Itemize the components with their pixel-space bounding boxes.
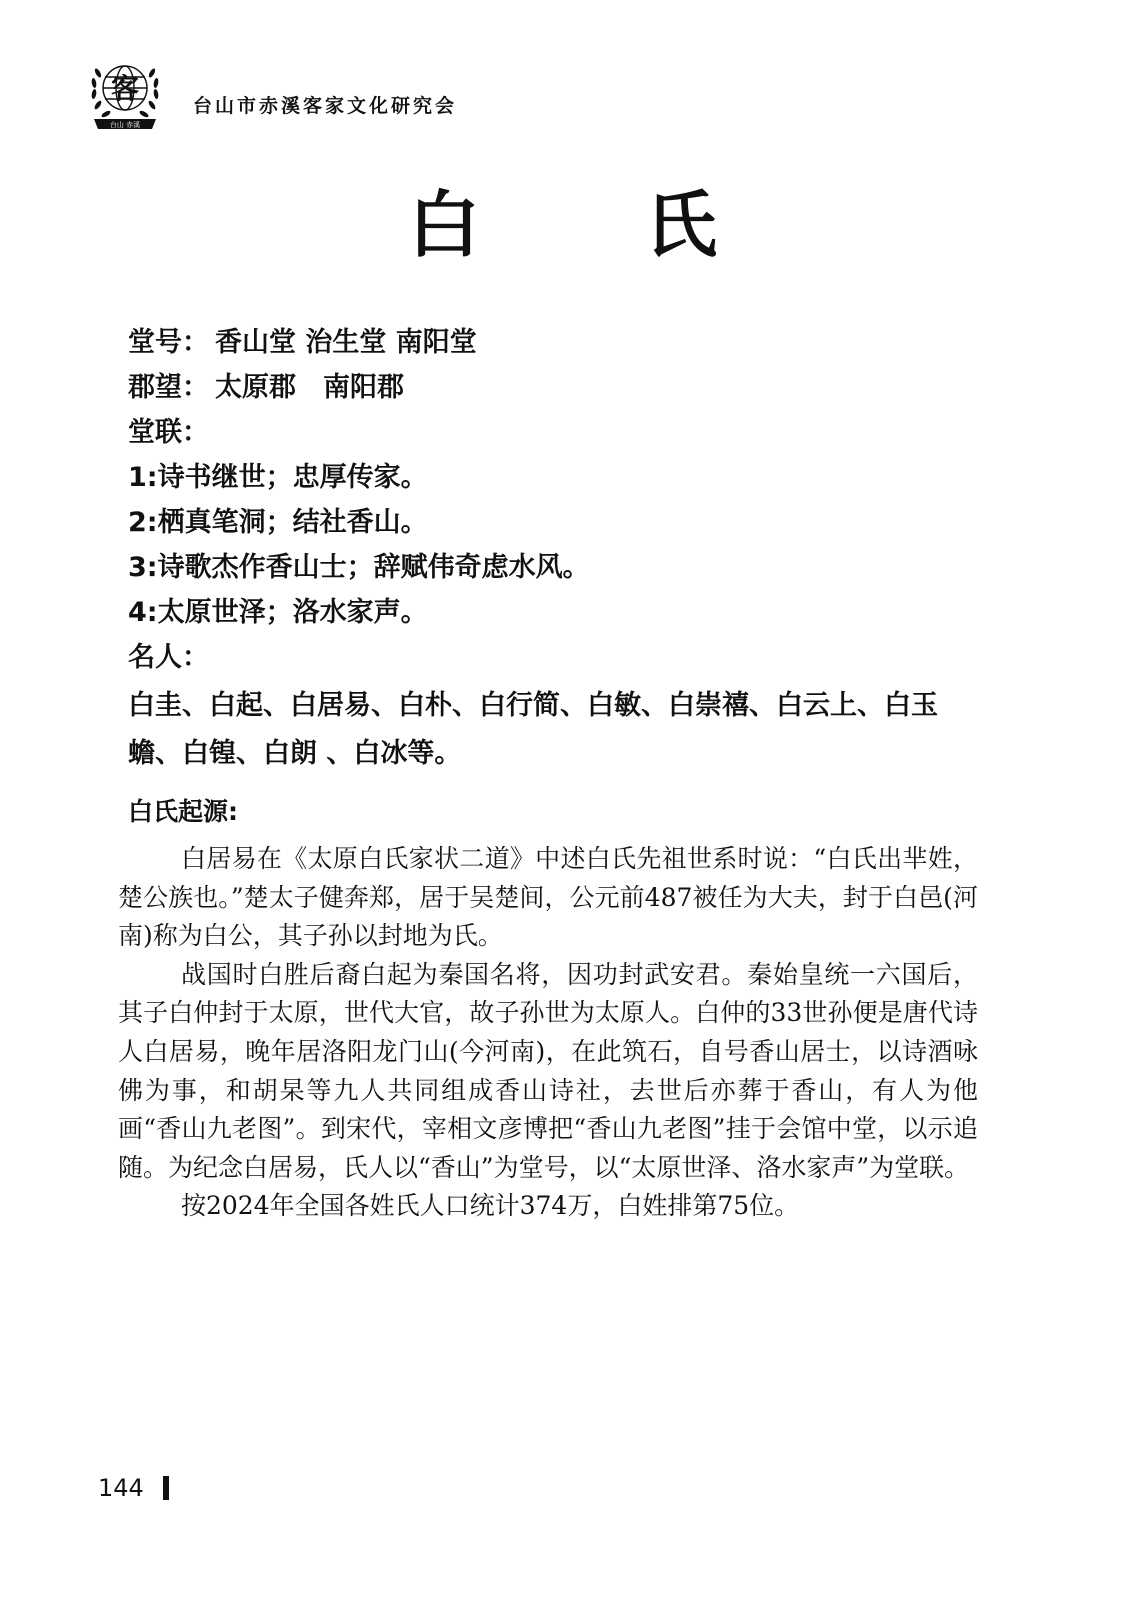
logo-text: 台山 赤溪 bbox=[109, 121, 141, 129]
surname-info bbox=[128, 320, 1028, 778]
page-number-bar bbox=[163, 1476, 169, 1500]
origin-paragraph: 战国时白胜后裔白起为秦国名将，因功封武安君。秦始皇统一六国后，其子白仲封于太原，世代大官，故子孙世为太原人。白仲的33世孙便是唐代诗人白居易，晚年居洛阳龙门山(今河南)，在此筑石，自号香山居士，以诗酒咏佛为事，和胡杲等九人共同组成香山诗社，去世后亦葬于香山，有人为他画“香山九老图”。到宋代，宰相文彦博把“香山九老图”挂于会馆中堂，以示追随。为纪念白居易，氏人以“香山”为堂号，以“太原世泽、洛水家声”为堂联。 bbox=[118, 959, 978, 1182]
globe-laurel-emblem-icon bbox=[86, 55, 164, 133]
page-header bbox=[86, 55, 786, 135]
hall-couplet-item: 3:诗歌杰作香山士；辞赋伟奇虑水风。 bbox=[128, 552, 590, 583]
hall-couplet-item: 2:栖真笔洞；结社香山。 bbox=[128, 507, 428, 538]
svg-text:客: 客 bbox=[110, 72, 140, 105]
page-title: 白 氏 bbox=[407, 182, 788, 267]
hall-name-value: 香山堂 治生堂 南阳堂 bbox=[215, 327, 477, 358]
ancestral-seat-label: 郡望： bbox=[128, 372, 209, 403]
hall-couplet-item: 4:太原世泽；洛水家声。 bbox=[128, 597, 428, 628]
ancestral-seat-line bbox=[128, 365, 1028, 410]
page-number: 144 bbox=[98, 1474, 144, 1502]
organization-name: 台山市赤溪客家文化研究会 bbox=[193, 95, 458, 117]
famous-people-label: 名人： bbox=[128, 642, 209, 673]
origin-body bbox=[118, 840, 978, 1226]
ancestral-seat-value: 太原郡 南阳郡 bbox=[215, 372, 404, 403]
origin-paragraph: 白居易在《太原白氏家状二道》中述白氏先祖世系时说：“白氏出芈姓，楚公族也。”楚太子健奔郑，居于吴楚间，公元前487被任为大夫，封于白邑(河南)称为白公，其子孙以封地为氏。 bbox=[118, 844, 978, 951]
hall-couplets-label: 堂联： bbox=[128, 417, 209, 448]
famous-people-list: 白圭、白起、白居易、白朴、白行简、白敏、白崇禧、白云上、白玉蟾、白锽、白朗 、白冰等。 bbox=[128, 690, 938, 769]
origin-paragraph: 按2024年全国各姓氏人口统计374万，白姓排第75位。 bbox=[181, 1191, 800, 1221]
hall-name-line bbox=[128, 320, 1028, 365]
hall-name-label: 堂号： bbox=[128, 327, 209, 358]
hall-couplet-item: 1:诗书继世；忠厚传家。 bbox=[128, 462, 428, 493]
origin-heading: 白氏起源: bbox=[128, 797, 238, 826]
